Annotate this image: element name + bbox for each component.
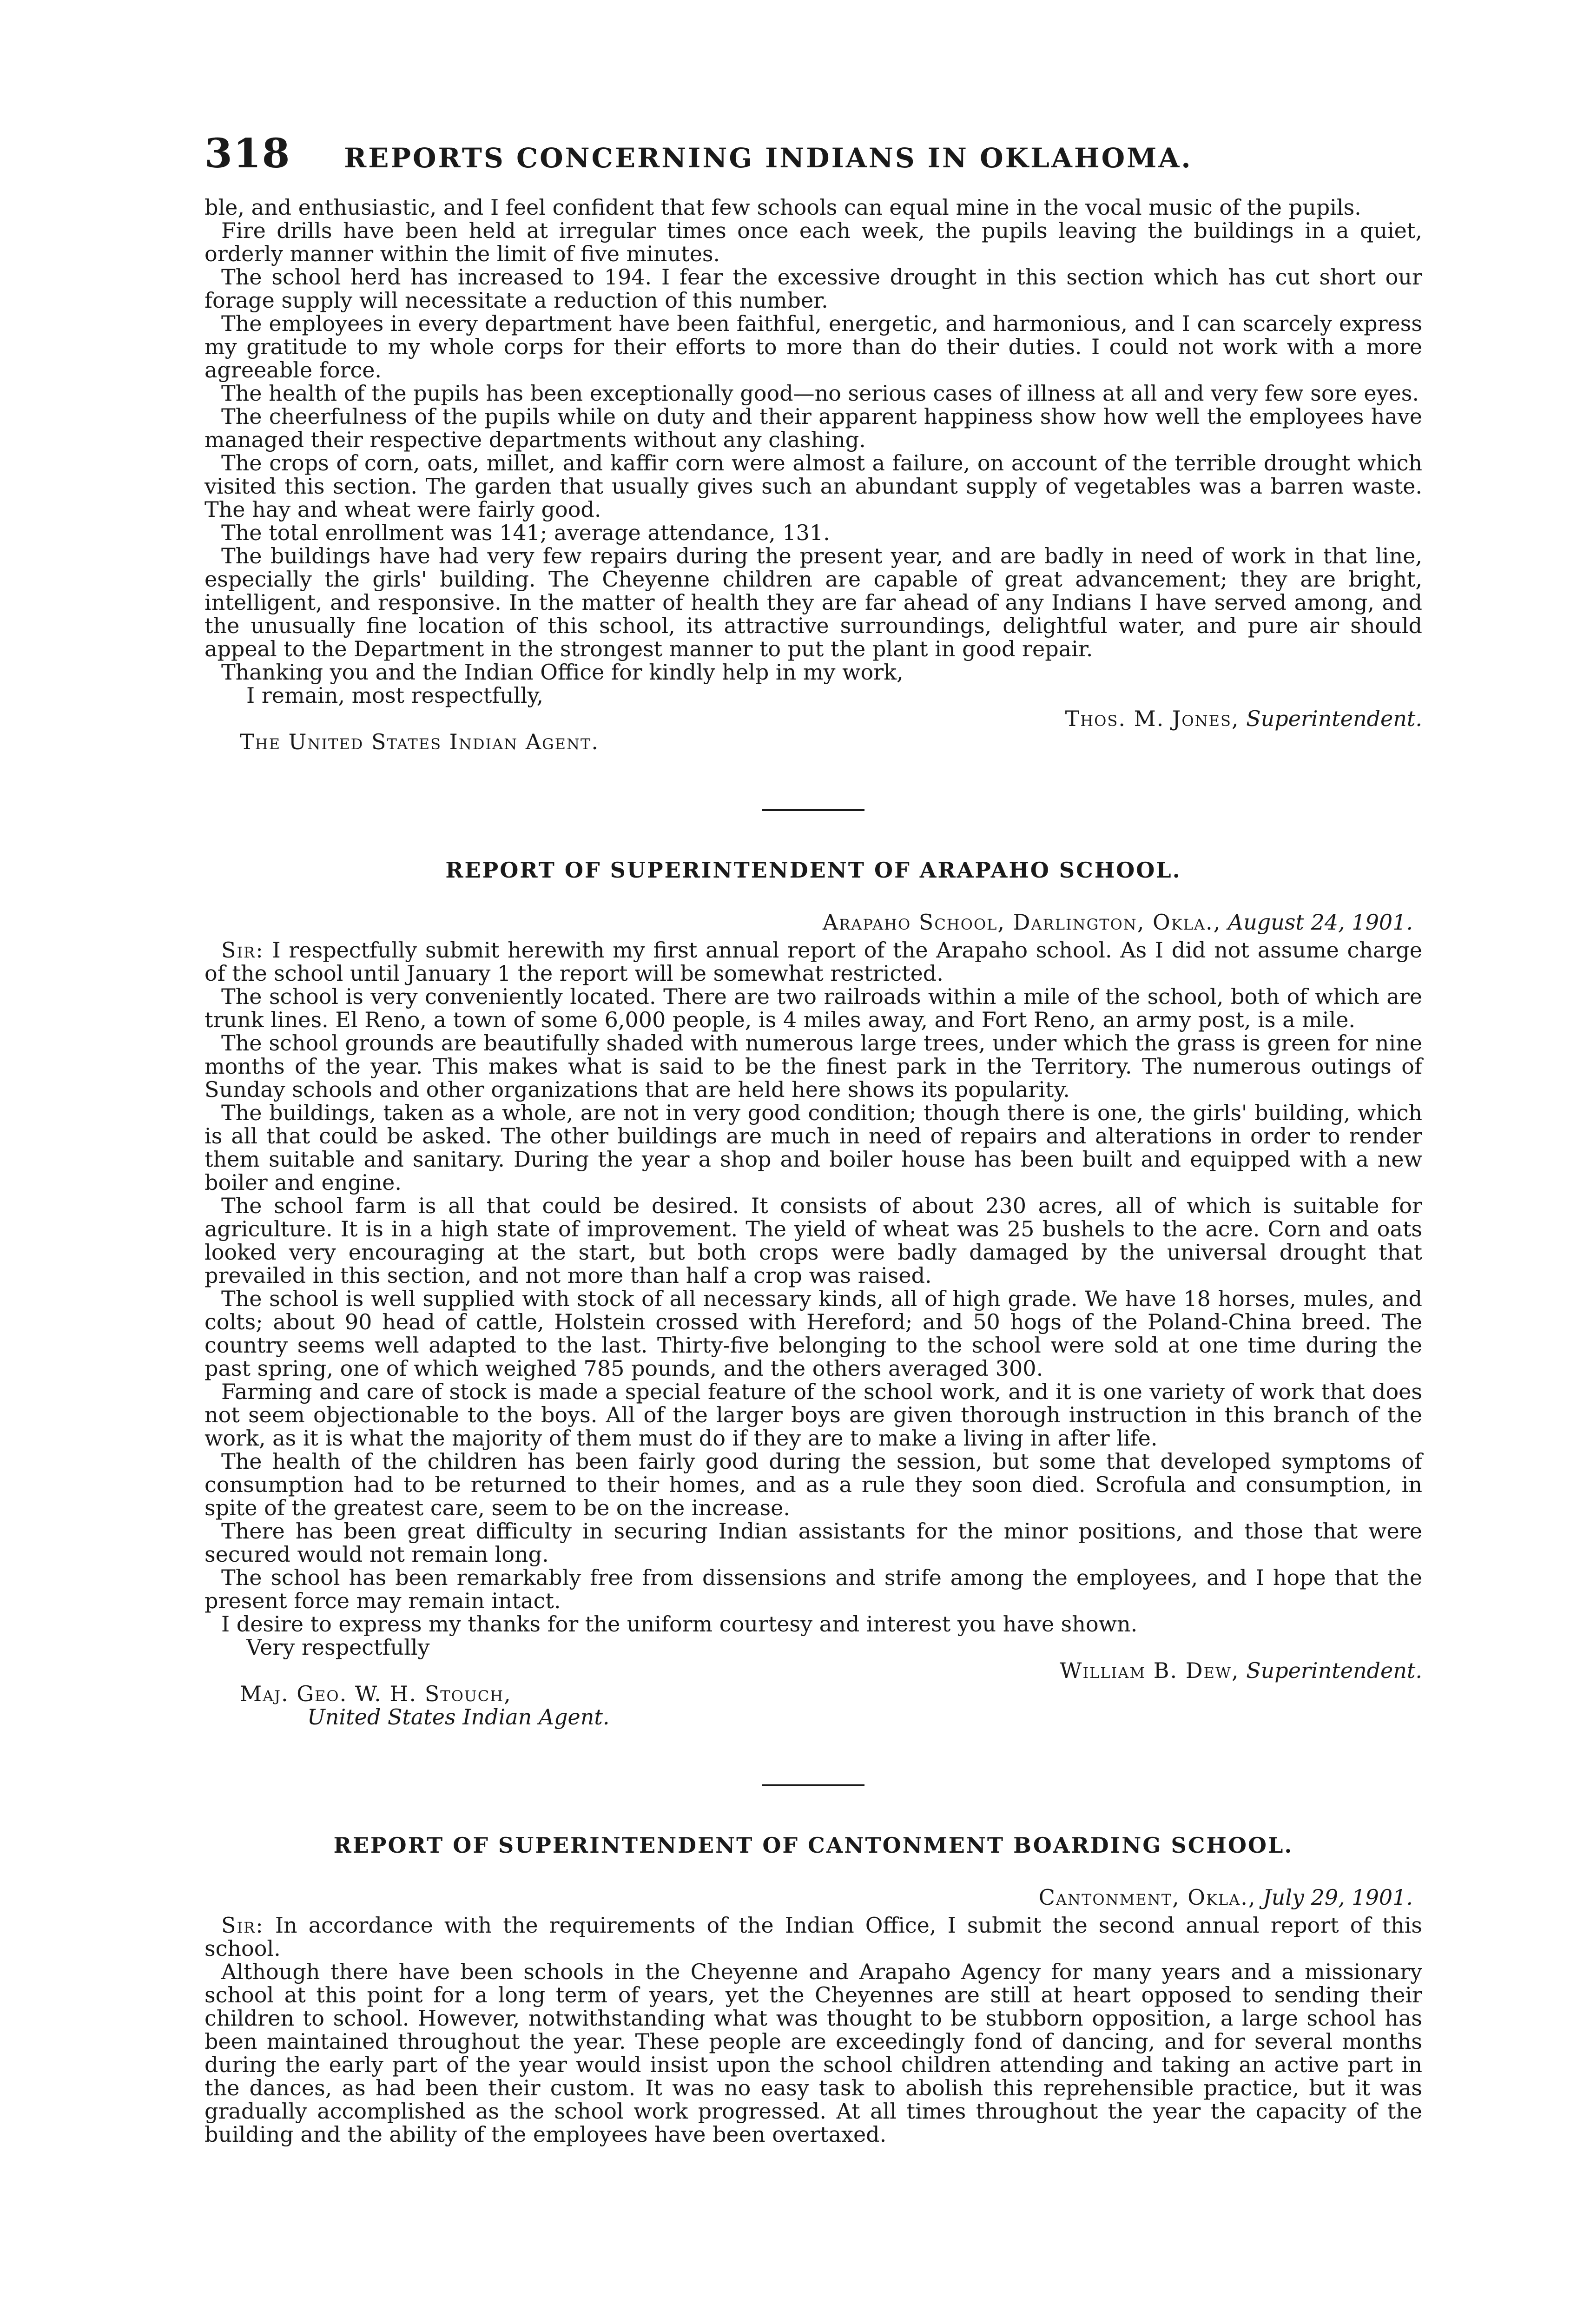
paragraph: Fire drills have been held at irregular times once each week, the pupils leaving the buildings in a quiet, orderly manner within the limit of five minutes. — [205, 218, 1422, 266]
report-arapaho — [205, 858, 1422, 1729]
running-head-title: REPORTS CONCERNING INDIANS IN OKLAHOMA. — [344, 142, 1193, 174]
document-page — [205, 130, 1422, 2146]
paragraph: There has been great difficulty in securing Indian assistants for the minor positions, and those that were secured would not remain long. — [205, 1519, 1422, 1567]
paragraph: The buildings, taken as a whole, are not in very good condition; though there is one, the girls' building, which is all that could be asked. The other buildings are much in need of repairs and alterations in order to render them suitable and sanitary. During the year a shop and boiler house has been built and equipped with a new boiler and engine. — [205, 1100, 1422, 1195]
dateline-date: August 24, 1901. — [1227, 910, 1413, 935]
addressee-title: United States Indian Agent. — [307, 1704, 610, 1730]
paragraph: The total enrollment was 141; average attendance, 131. — [221, 520, 830, 545]
section-divider — [762, 809, 864, 811]
paragraph: The school grounds are beautifully shaded with numerous large trees, under which the grass is green for nine months of the year. This makes what is said to be the finest park in the Territory. The numerous outings of Sunday schools and other organizations that are held here shows its popularity. — [205, 1030, 1422, 1102]
dateline — [205, 1886, 1422, 1909]
paragraph: The health of the children has been fairly good during the session, but some that developed symptoms of consumption had to be returned to their homes, and as a rule they soon died. Scrofula and consumption, in spite of the greatest care, seem to be on the increase. — [205, 1449, 1422, 1520]
page-number: 318 — [205, 130, 291, 177]
paragraph-text: I respectfully submit herewith my first annual report of the Arapaho school. As I did not assume charge of the school until January 1 the report will be somewhat restricted. — [205, 938, 1423, 986]
paragraph: The crops of corn, oats, millet, and kaffir corn were almost a failure, on account of the terrible drought which visited this section. The garden that usually gives such an abundant supply of vegetables was a barren waste. The hay and wheat were fairly good. — [205, 450, 1422, 522]
signature — [205, 1659, 1422, 1682]
closing-line: I remain, most respectfully, — [246, 683, 543, 708]
paragraph — [205, 1914, 1422, 1960]
dateline — [205, 911, 1422, 934]
paragraph: The school has been remarkably free from dissensions and strife among the employees, and I hope that the present force may remain intact. — [205, 1565, 1422, 1613]
signature-title: Superintendent. — [1246, 1658, 1422, 1683]
paragraph: The health of the pupils has been exceptionally good—no serious cases of illness at all and very few sore eyes. — [221, 381, 1419, 406]
salutation: Sir: — [221, 938, 264, 963]
paragraph: The cheerfulness of the pupils while on duty and their apparent happiness show how well the employees have managed their respective departments without any clashing. — [205, 404, 1422, 452]
dateline-date: July 29, 1901. — [1263, 1885, 1413, 1910]
addressee: Maj. Geo. W. H. Stouch, — [240, 1681, 512, 1706]
running-head — [205, 130, 1422, 177]
dateline-place: Cantonment, Okla., — [1038, 1885, 1256, 1910]
paragraph: The buildings have had very few repairs during the present year, and are badly in need of work in that line, especially the girls' building. The Cheyenne children are capable of great advancement; they are bright, intelligent, and responsive. In the matter of health they are far ahead of any Indians I have served among, and the unusually fine location of this school, its attractive surroundings, delightful water, and pure air should appeal to the Department in the strongest manner to put the plant in good repair. — [205, 543, 1422, 661]
paragraph: Although there have been schools in the Cheyenne and Arapaho Agency for many years and a missionary school at this point for a long term of years, yet the Cheyennes are still at heart opposed to sending their children to school. However, notwithstanding what was thought to be stubborn opposition, a large school has been maintained throughout the year. These people are exceedingly fond of dancing, and for several months during the early part of the year would insist upon the school children attending and taking an active part in the dances, as had been their custom. It was no easy task to abolish this reprehensible practice, but it was gradually accomplished as the school work progressed. At all times throughout the year the capacity of the building and the ability of the employees have been overtaxed. — [205, 1959, 1422, 2147]
paragraph-text: In accordance with the requirements of the Indian Office, I submit the second annual report of this school. — [205, 1913, 1422, 1961]
report-cantonment — [205, 1833, 1422, 2146]
closing-line: Thanking you and the Indian Office for kindly help in my work, — [221, 660, 904, 685]
section-divider — [762, 1784, 864, 1786]
paragraph: Farming and care of stock is made a special feature of the school work, and it is one variety of work that does not seem objectionable to the boys. All of the larger boys are given thorough instruction in this branch of the work, as it is what the majority of them must do if they are to make a living in after life. — [205, 1379, 1422, 1451]
signature — [205, 707, 1422, 730]
paragraph — [205, 938, 1422, 985]
paragraph: I desire to express my thanks for the uniform courtesy and interest you have shown. — [221, 1611, 1138, 1637]
paragraph: The school farm is all that could be desired. It consists of about 230 acres, all of which is suitable for agriculture. It is in a high state of improvement. The yield of wheat was 25 bushels to the acre. Corn and oats looked very encouraging at the start, but both crops were badly damaged by the universal drought that prevailed in this section, and not more than half a crop was raised. — [205, 1193, 1422, 1288]
section-title: REPORT OF SUPERINTENDENT OF ARAPAHO SCHOOL. — [445, 858, 1181, 883]
signature-name: William B. Dew, — [1060, 1658, 1240, 1683]
signature-title: Superintendent. — [1246, 706, 1422, 731]
signature-name: Thos. M. Jones, — [1065, 706, 1240, 731]
paragraph: The school herd has increased to 194. I fear the excessive drought in this section which has cut short our forage supply will necessitate a reduction of this number. — [205, 264, 1422, 313]
paragraph: The school is very conveniently located. There are two railroads within a mile of the school, both of which are trunk lines. El Reno, a town of some 6,000 people, is 4 miles away, and Fort Reno, an army post, is a mile. — [205, 984, 1422, 1032]
salutation: Sir: — [221, 1913, 264, 1938]
addressee: The United States Indian Agent. — [240, 729, 599, 754]
paragraph: The employees in every department have been faithful, energetic, and harmonious, and I can scarcely express my gratitude to my whole corps for their efforts to more than do their duties. I could not work with a more agreeable force. — [205, 311, 1422, 383]
dateline-place: Arapaho School, Darlington, Okla., — [822, 910, 1221, 935]
paragraph: The school is well supplied with stock of all necessary kinds, all of high grade. We have 18 horses, mules, and colts; about 90 head of cattle, Holstein crossed with Hereford; and 50 hogs of the Poland-China breed. The country seems well adapted to the last. Thirty-five belonging to the school were sold at one time during the past spring, one of which weighed 785 pounds, and the others averaged 300. — [205, 1286, 1422, 1381]
paragraph: ble, and enthusiastic, and I feel confident that few schools can equal mine in the vocal music of the pupils. — [205, 195, 1361, 220]
closing-line: Very respectfully — [246, 1635, 430, 1660]
section-title: REPORT OF SUPERINTENDENT OF CANTONMENT BOARDING SCHOOL. — [333, 1833, 1293, 1858]
report-continued — [205, 196, 1422, 753]
